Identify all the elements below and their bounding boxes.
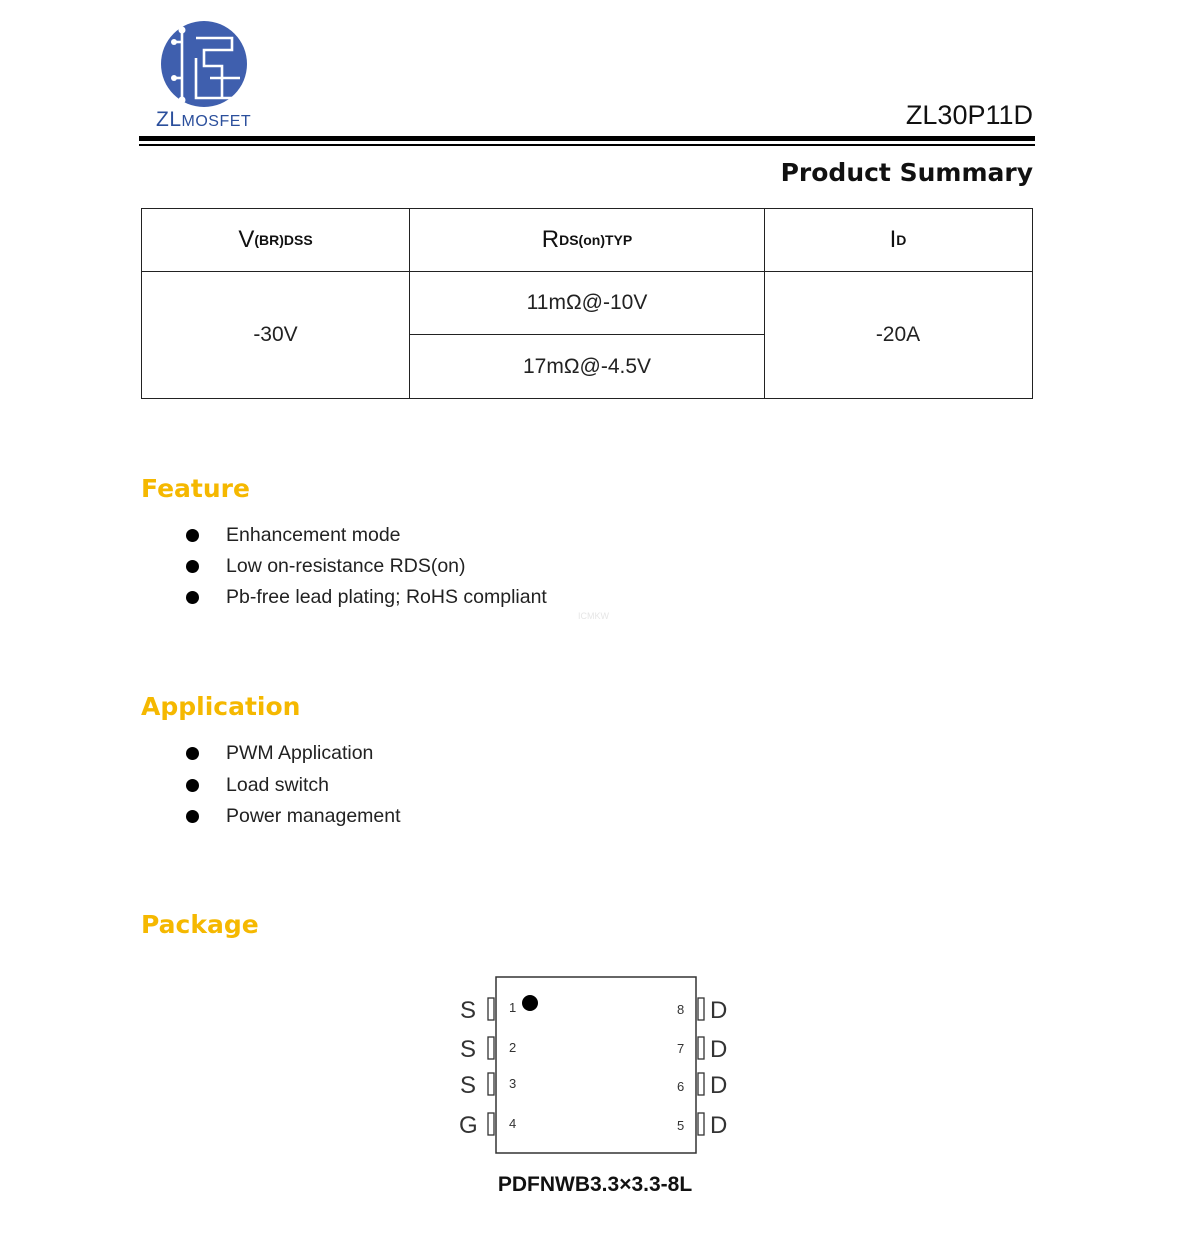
list-item: Power management (186, 805, 401, 828)
pin-label: G (459, 1112, 478, 1139)
header-rule-thin (139, 144, 1035, 146)
header-vbr-dss: V (BR)DSS (238, 226, 313, 253)
list-item: Load switch (186, 774, 329, 797)
cell-vbr-dss: -30V (253, 323, 298, 346)
product-summary-table (141, 208, 1033, 399)
feature-heading: Feature (141, 474, 250, 503)
cell-rds-on-10v: 11mΩ@-10V (526, 290, 648, 314)
bullet-icon (186, 591, 199, 604)
pin-label: D (710, 997, 728, 1024)
cell-rds-on-4v5: 17mΩ@-4.5V (522, 354, 652, 378)
pin-label: D (710, 1072, 728, 1099)
package-name: PDFNWB3.3×3.3-8L (497, 1173, 693, 1196)
cell-id: -20A (875, 323, 921, 346)
pin-label: S (460, 997, 477, 1024)
package-pinout-diagram (440, 960, 750, 1170)
product-summary-title: Product Summary (780, 158, 1033, 187)
pin-number: 7 (677, 1041, 685, 1056)
list-item: Low on-resistance RDS(on) (186, 555, 466, 578)
pin-number: 4 (509, 1116, 517, 1131)
list-item: Pb-free lead plating; RoHS compliant (186, 586, 547, 609)
header-rds-on: R DS(on)TYP (541, 226, 633, 253)
pin-label: D (710, 1036, 728, 1063)
pin-number: 1 (509, 1000, 517, 1015)
left-pin-pads (488, 998, 494, 1135)
pin-label: S (460, 1072, 477, 1099)
pin-number: 3 (509, 1076, 517, 1091)
pin-number: 6 (677, 1079, 685, 1094)
right-pin-pads (698, 998, 704, 1135)
header-id: I D (889, 226, 907, 253)
watermark: ICMKW (578, 611, 609, 621)
pin-number: 5 (677, 1118, 685, 1133)
bullet-icon (186, 560, 199, 573)
package-heading: Package (141, 910, 259, 939)
header-rule-thick (139, 136, 1035, 141)
application-heading: Application (141, 692, 301, 721)
bullet-icon (186, 747, 199, 760)
bullet-icon (186, 779, 199, 792)
bullet-icon (186, 529, 199, 542)
bullet-icon (186, 810, 199, 823)
pin-label: D (710, 1112, 728, 1139)
pin-label: S (460, 1036, 477, 1063)
part-number: ZL30P11D (905, 100, 1033, 130)
list-item: PWM Application (186, 742, 373, 765)
pin-number: 2 (509, 1040, 517, 1055)
brand-name: ZLMOSFET (156, 108, 252, 131)
pin-number: 8 (677, 1002, 685, 1017)
list-item: Enhancement mode (186, 524, 401, 547)
pin1-marker-icon (522, 995, 538, 1011)
